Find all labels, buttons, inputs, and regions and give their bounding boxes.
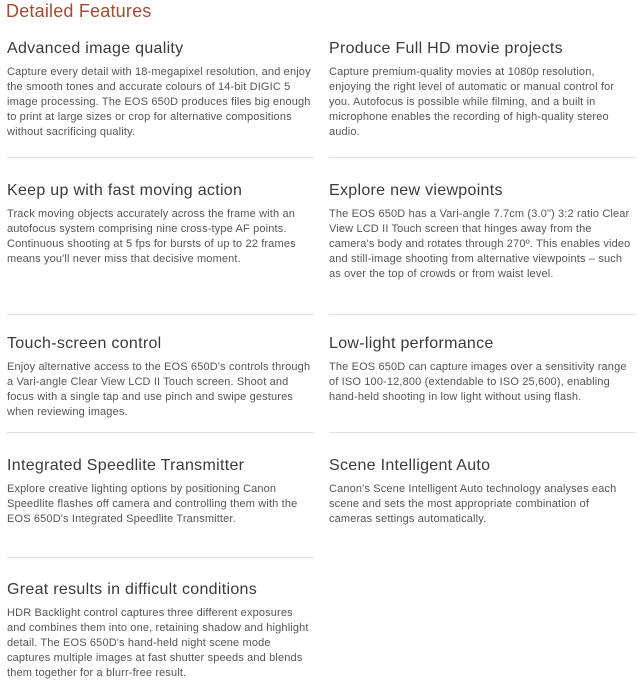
feature-body: The EOS 650D has a Vari-angle 7.7cm (3.0") 3:2 ratio Clear View LCD II Touch screen that hinges away from the camera's body and rotates through 270º. This enables video and still-image shooting from alternative viewpoints – such as over the top of crowds or from waist level. [329, 208, 631, 280]
feature-advanced-image-quality [7, 39, 317, 140]
feature-body: Enjoy alternative access to the EOS 650D's controls through a Vari-angle Clear View LCD II Touch screen. Shoot and focus with a single tap and use pinch and swipe gestures when reviewing images. [7, 361, 311, 418]
feature-scene-intelligent-auto [329, 456, 634, 527]
feature-low-light-performance [329, 334, 634, 405]
feature-heading: Explore new viewpoints [329, 182, 503, 199]
feature-body: The EOS 650D can capture images over a sensitivity range of ISO 100-12,800 (extendable to ISO 25,600), enabling hand-held shooting in low light without using flash. [329, 361, 627, 403]
feature-heading: Advanced image quality [7, 40, 184, 57]
feature-body: Track moving objects accurately across the frame with an autofocus system comprising nine cross-type AF points. Continuous shooting at 5 fps for bursts of up to 22 frames means you'll never miss that decisive moment. [7, 208, 296, 265]
feature-heading: Touch-screen control [7, 335, 162, 352]
feature-fast-moving-action [7, 181, 317, 267]
feature-heading: Low-light performance [329, 335, 494, 352]
feature-body: HDR Backlight control captures three different exposures and combines them into one, retaining shadow and highlight detail. The EOS 650D's hand-held night scene mode captures multiple images at fast shutter speeds and blends them together for a blurr-free result. [7, 607, 309, 679]
page-title: Detailed Features [6, 1, 152, 21]
feature-body: Canon's Scene Intelligent Auto technology analyses each scene and sets the most appropriate combination of cameras settings automatically. [329, 483, 617, 525]
feature-heading: Keep up with fast moving action [7, 182, 243, 199]
divider [7, 432, 314, 433]
feature-heading: Scene Intelligent Auto [329, 457, 491, 474]
feature-heading: Integrated Speedlite Transmitter [7, 457, 245, 474]
divider [7, 314, 314, 315]
feature-new-viewpoints [329, 181, 634, 282]
divider [7, 557, 314, 558]
feature-touch-screen-control [7, 334, 317, 420]
feature-full-hd-movie [329, 39, 634, 140]
divider [329, 432, 636, 433]
divider [329, 157, 636, 158]
feature-body: Capture every detail with 18-megapixel resolution, and enjoy the smooth tones and accurate colours of 14-bit DIGIC 5 image processing. The EOS 650D produces files big enough to print at large sizes or crop for alternative compositions without sacrificing quality. [7, 66, 311, 138]
feature-body: Explore creative lighting options by positioning Canon Speedlite flashes off camera and controlling them with the EOS 650D's Integrated Speedlite Transmitter. [7, 483, 298, 525]
divider [329, 314, 636, 315]
feature-heading: Produce Full HD movie projects [329, 40, 563, 57]
feature-speedlite-transmitter [7, 456, 317, 527]
feature-heading: Great results in difficult conditions [7, 581, 258, 598]
feature-body: Capture premium-quality movies at 1080p resolution, enjoying the right level of automatic or manual control for you. Autofocus is possible while filming, and a built in microphone enables the recording of high-quality stereo audio. [329, 66, 615, 138]
divider [7, 157, 314, 158]
feature-difficult-conditions [7, 580, 312, 681]
